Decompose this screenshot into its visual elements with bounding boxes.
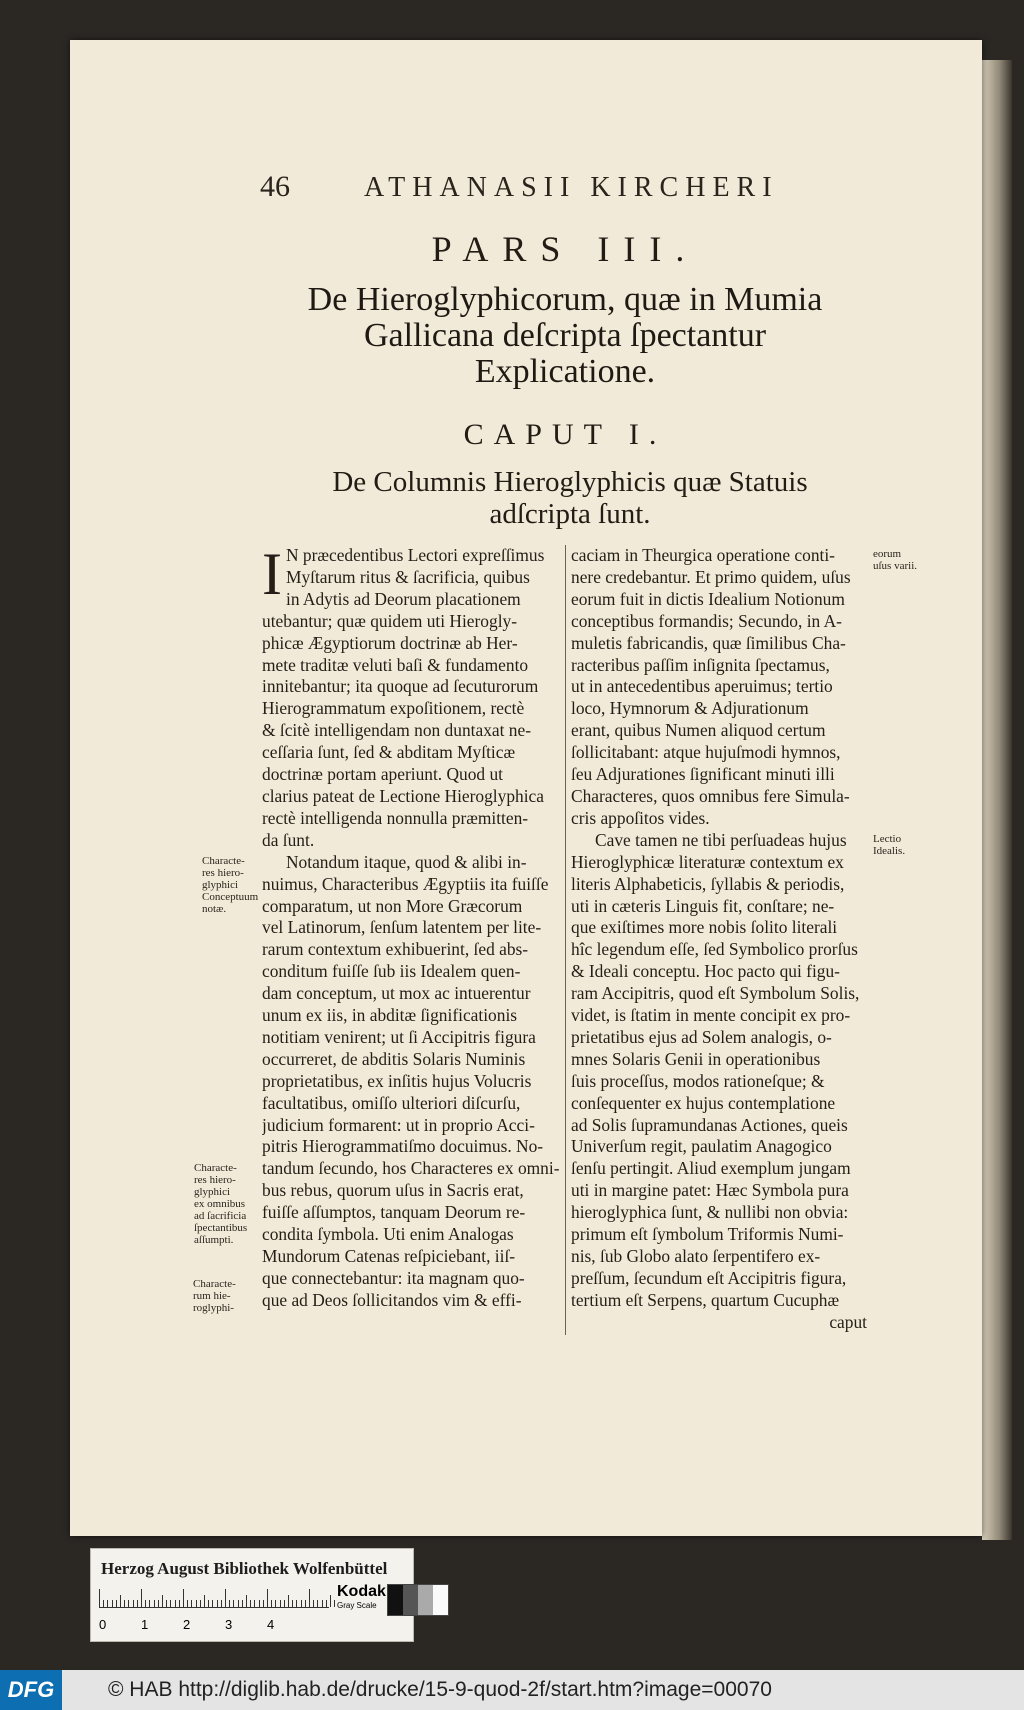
ruler-number: 2 — [183, 1617, 191, 1632]
ruler-number: 4 — [267, 1617, 275, 1632]
ruler-tick — [141, 1589, 142, 1607]
text-line: cris appoſitos vides. — [571, 807, 710, 828]
ruler-number: 3 — [225, 1617, 233, 1632]
ruler-tick — [175, 1600, 176, 1607]
ruler-tick — [128, 1600, 129, 1607]
column-divider — [565, 545, 566, 1335]
margin-note-line: Conceptuum — [202, 891, 259, 903]
text-line: utebantur; quæ quidem uti Hierogly- — [262, 610, 518, 631]
text-line: comparatum, ut non More Græcorum — [262, 895, 523, 916]
dfg-logo: DFG — [0, 1670, 62, 1710]
ruler-tick — [133, 1600, 134, 1607]
text-line: Characteres, quos omnibus fere Simula- — [571, 785, 850, 806]
text-line: conditum fuiſſe ſub iis Idealem quen- — [262, 961, 521, 982]
chapter-title-line: De Columnis Hieroglyphicis quæ Statuis — [332, 466, 808, 498]
ruler-tick — [225, 1589, 226, 1607]
text-line: hieroglyphica ſunt, & nullibi non obvia: — [571, 1202, 849, 1223]
text-line: rarum contextum exhibuerint, ſed abs- — [262, 939, 529, 960]
text-line: ſeu Adjurationes ſignificant minuti illi — [571, 764, 835, 785]
ruler-tick — [238, 1600, 239, 1607]
chapter-title — [290, 466, 850, 530]
ruler-tick — [254, 1600, 255, 1607]
text-line: ram Accipitris, quod eſt Symbolum Solis, — [571, 983, 860, 1004]
color-calibration-card — [90, 1548, 414, 1642]
text-line: primum eſt ſymbolum Triformis Numi- — [571, 1224, 844, 1245]
text-line: & Ideali conceptu. Hoc pacto qui figu- — [571, 961, 840, 982]
ruler-tick — [242, 1600, 243, 1607]
text-line: videt, is ſtatim in mente concipit ex pro- — [571, 1005, 851, 1026]
text-line: Univerſum regit, paulatim Anagogico — [571, 1136, 832, 1157]
kodak-label: Kodak — [337, 1583, 386, 1600]
text-line: ut in antecedentibus aperuimus; tertio — [571, 676, 833, 697]
text-line: judicium formarent: ut in proprio Acci- — [262, 1114, 535, 1135]
margin-note-line: eorum — [873, 548, 902, 560]
text-line: que exiſtimes more nobis ſolito literali — [571, 917, 838, 938]
text-line: innitebantur; ita quoque ad ſecuturorum — [262, 676, 539, 697]
title-line: Gallicana deſcripta ſpectantur — [363, 317, 767, 354]
page-header — [260, 170, 820, 210]
text-line: ceſſaria ſunt, ſed & abditam Myſticæ — [262, 742, 516, 763]
text-line: doctrinæ portam aperiunt. Quod ut — [262, 764, 504, 785]
text-line: que ad Deos ſollicitandos vim & effi- — [262, 1289, 522, 1310]
text-line: mete traditæ veluti baſi & fundamento — [262, 654, 529, 675]
ruler-tick — [259, 1600, 260, 1607]
text-line: nere credebantur. Et primo quidem, uſus — [571, 566, 851, 587]
ruler-tick — [208, 1600, 209, 1607]
ruler-tick — [271, 1600, 272, 1607]
ruler-tick — [280, 1600, 281, 1607]
margin-note-line: Characte- — [202, 855, 245, 867]
ruler-tick — [317, 1600, 318, 1607]
text-line: racteribus paſſim inſignita ſpectamus, — [571, 654, 830, 675]
ruler-tick — [263, 1600, 264, 1607]
margin-note-line: ad ſacrificia — [194, 1210, 247, 1222]
catchword: caput — [829, 1311, 867, 1332]
ruler-tick — [305, 1600, 306, 1607]
text-line: pitris Hierogrammatiſmo docuimus. No- — [262, 1136, 544, 1157]
text-line: Mundorum Catenas reſpiciebant, iiſ- — [262, 1246, 516, 1266]
margin-note-line: ſpectantibus — [194, 1222, 248, 1234]
text-line: ſollicitabant: atque hujuſmodi hymnos, — [571, 742, 841, 763]
text-line: Myſtarum ritus & ſacrificia, quibus — [285, 566, 530, 587]
ruler-tick — [99, 1589, 100, 1607]
text-line: condita ſymbola. Uti enim Analogas — [262, 1224, 514, 1245]
ruler-number: 1 — [141, 1617, 149, 1632]
text-line: da ſunt. — [262, 829, 315, 850]
margin-note-line: Characte- — [193, 1278, 236, 1290]
text-line: conſequenter ex hujus contemplatione — [571, 1092, 836, 1113]
text-line: notitiam venirent; ut ſi Accipitris figura — [262, 1026, 536, 1047]
text-line: unum ex iis, in abditæ ſignificationis — [262, 1005, 518, 1026]
right-text-column — [571, 545, 867, 1334]
part-title — [280, 282, 850, 390]
text-line: clarius pateat de Lectione Hieroglyphica — [262, 785, 544, 806]
text-line: caciam in Theurgica operatione conti- — [571, 545, 835, 565]
margin-note-line: Idealis. — [873, 845, 906, 857]
ruler-tick — [334, 1600, 335, 1607]
page-edge — [982, 60, 1012, 1540]
ruler-tick — [112, 1600, 113, 1607]
margin-note-line: Lectio — [873, 833, 902, 845]
chapter-heading: CAPUT I. — [463, 418, 667, 451]
text-line: facultatibus, omiſſo ulteriori diſcurſu, — [262, 1092, 521, 1113]
margin-note-right — [873, 833, 923, 857]
text-line: Hierogrammatum expoſitionem, rectè — [262, 698, 525, 719]
text-line: occurreret, de abditis Solaris Numinis — [262, 1048, 526, 1069]
text-line: in Adytis ad Deorum placationem — [285, 588, 521, 609]
text-line: vel Latinorum, ſenſum latentem per lite- — [262, 917, 542, 938]
text-line: uti in cæteris Linguis fit, conſtare; ne- — [571, 895, 835, 916]
ruler-tick — [309, 1589, 310, 1607]
ruler-tick — [162, 1595, 163, 1607]
ruler-tick — [145, 1600, 146, 1607]
text-line: loco, Hymnorum & Adjurationum — [571, 698, 809, 719]
ruler-tick — [322, 1600, 323, 1607]
text-line: N præcedentibus Lectori expreſſimus — [285, 545, 545, 565]
text-line: ſenſu pertingit. Aliud exemplum jungam — [571, 1158, 851, 1179]
text-line: literis Alphabeticis, ſyllabis & periodis, — [571, 873, 845, 894]
left-text-column — [262, 541, 564, 1312]
ruler-tick — [212, 1600, 213, 1607]
measurement-ruler — [99, 1587, 329, 1608]
text-line: Notandum itaque, quod & alibi in- — [286, 851, 527, 872]
margin-note-line: uſus varii. — [873, 560, 917, 572]
ruler-tick — [217, 1600, 218, 1607]
margin-note-line: rum hie- — [193, 1290, 231, 1302]
margin-note-left — [202, 855, 260, 915]
ruler-tick — [149, 1600, 150, 1607]
text-line: mnes Solaris Genii in operationibus — [571, 1048, 821, 1069]
text-line: hîc legendum eſſe, ſed Symbolico prorſus — [571, 939, 858, 960]
text-line: Hieroglyphicæ literaturæ contextum ex — [571, 851, 844, 872]
footer-bar — [0, 1670, 1024, 1710]
chapter-title-line: adſcripta ſunt. — [489, 498, 651, 530]
text-line: proprietatibus, ex inſitis hujus Volucris — [262, 1070, 532, 1091]
ruler-tick — [326, 1600, 327, 1607]
ruler-tick — [267, 1589, 268, 1607]
text-line: dam conceptum, ut mox ac intuerentur — [262, 983, 531, 1004]
ruler-tick — [288, 1595, 289, 1607]
text-line: phicæ Ægyptiorum doctrinæ ab Her- — [262, 632, 518, 653]
text-line: muletis fabricandis, quæ ſimilibus Cha- — [571, 632, 846, 653]
text-line: prietatibus ejus ad Solem analogis, o- — [571, 1026, 832, 1047]
text-line: que connectebantur: ita magnam quo- — [262, 1267, 525, 1288]
text-line: conceptibus formandis; Secundo, in A- — [571, 610, 842, 631]
text-line: erant, quibus Numen aliquod certum — [571, 720, 826, 741]
ruler-tick — [246, 1595, 247, 1607]
title-line: Explicatione. — [474, 353, 656, 390]
text-line: ad Solis ſupramundanas Actiones, queis — [571, 1114, 848, 1135]
ruler-tick — [166, 1600, 167, 1607]
ruler-tick — [187, 1600, 188, 1607]
footer-copyright-link[interactable]: © HAB http://diglib.hab.de/drucke/15-9-quod-2f/start.htm?image=00070 — [108, 1678, 772, 1701]
ruler-tick — [284, 1600, 285, 1607]
ruler-tick — [170, 1600, 171, 1607]
margin-note-right — [873, 548, 933, 572]
ruler-tick — [233, 1600, 234, 1607]
drop-cap: I — [262, 541, 282, 607]
text-line: uti in margine patet: Hæc Symbola pura — [571, 1180, 849, 1201]
ruler-tick — [313, 1600, 314, 1607]
pars-heading: PARS III. — [431, 229, 699, 269]
title-line: De Hieroglyphicorum, quæ in Mumia — [307, 281, 823, 318]
margin-note-line: glyphici — [202, 879, 239, 891]
running-head: ATHANASII KIRCHERI — [364, 172, 779, 203]
margin-note-line: res hiero- — [202, 867, 244, 879]
ruler-tick — [191, 1600, 192, 1607]
text-line: bus rebus, quorum uſus in Sacris erat, — [262, 1180, 524, 1201]
ruler-tick — [107, 1600, 108, 1607]
text-line: Cave tamen ne tibi perſuadeas hujus — [595, 829, 847, 850]
text-line: preſſum, ſecundum eſt Accipitris figura, — [571, 1267, 847, 1288]
ruler-tick — [120, 1595, 121, 1607]
margin-note-line: roglyphi- — [193, 1302, 234, 1314]
margin-note-left — [193, 1278, 253, 1314]
text-line: ſuis proceſſus, modos rationeſque; & — [571, 1070, 825, 1091]
ruler-tick — [103, 1600, 104, 1607]
margin-note-left — [194, 1162, 258, 1246]
ruler-tick — [204, 1595, 205, 1607]
gray-swatches — [387, 1584, 449, 1616]
ruler-tick — [137, 1600, 138, 1607]
ruler-tick — [158, 1600, 159, 1607]
margin-note-line: aſſumpti. — [194, 1234, 234, 1246]
ruler-tick — [154, 1600, 155, 1607]
text-line: eorum fuit in dictis Idealium Notionum — [571, 588, 845, 609]
ruler-tick — [229, 1600, 230, 1607]
ruler-tick — [221, 1600, 222, 1607]
text-line: & ſcitè intelligendam non duntaxat ne- — [262, 720, 531, 741]
ruler-tick — [124, 1600, 125, 1607]
ruler-tick — [179, 1600, 180, 1607]
margin-note-line: res hiero- — [194, 1174, 236, 1186]
ruler-tick — [301, 1600, 302, 1607]
text-line: nuimus, Characteribus Ægyptiis ita fuiſſe — [262, 873, 549, 894]
text-line: fuiſſe aſſumptos, tanquam Deorum re- — [262, 1202, 526, 1223]
ruler-tick — [275, 1600, 276, 1607]
ruler-tick — [330, 1595, 331, 1607]
ruler-tick — [292, 1600, 293, 1607]
text-line: rectè intelligenda nonnulla præmitten- — [262, 807, 529, 828]
margin-note-line: glyphici — [194, 1186, 231, 1198]
ruler-tick — [250, 1600, 251, 1607]
text-line: tandum ſecundo, hos Characteres ex omni- — [262, 1158, 560, 1179]
text-line: nis, ſub Globo alato ſerpentifero ex- — [571, 1246, 821, 1266]
grayscale-label: Gray Scale — [337, 1601, 377, 1610]
ruler-tick — [183, 1589, 184, 1607]
margin-note-line: notæ. — [202, 903, 227, 915]
margin-note-line: Characte- — [194, 1162, 237, 1174]
ruler-tick — [116, 1600, 117, 1607]
ruler-tick — [296, 1600, 297, 1607]
margin-note-line: ex omnibus — [194, 1198, 246, 1210]
text-line: tertium eſt Serpens, quartum Cucuphæ — [571, 1289, 840, 1310]
ruler-tick — [196, 1600, 197, 1607]
library-name: Herzog August Bibliothek Wolfenbüttel — [101, 1559, 388, 1578]
ruler-number: 0 — [99, 1617, 107, 1632]
ruler-tick — [200, 1600, 201, 1607]
page-number: 46 — [260, 170, 290, 203]
